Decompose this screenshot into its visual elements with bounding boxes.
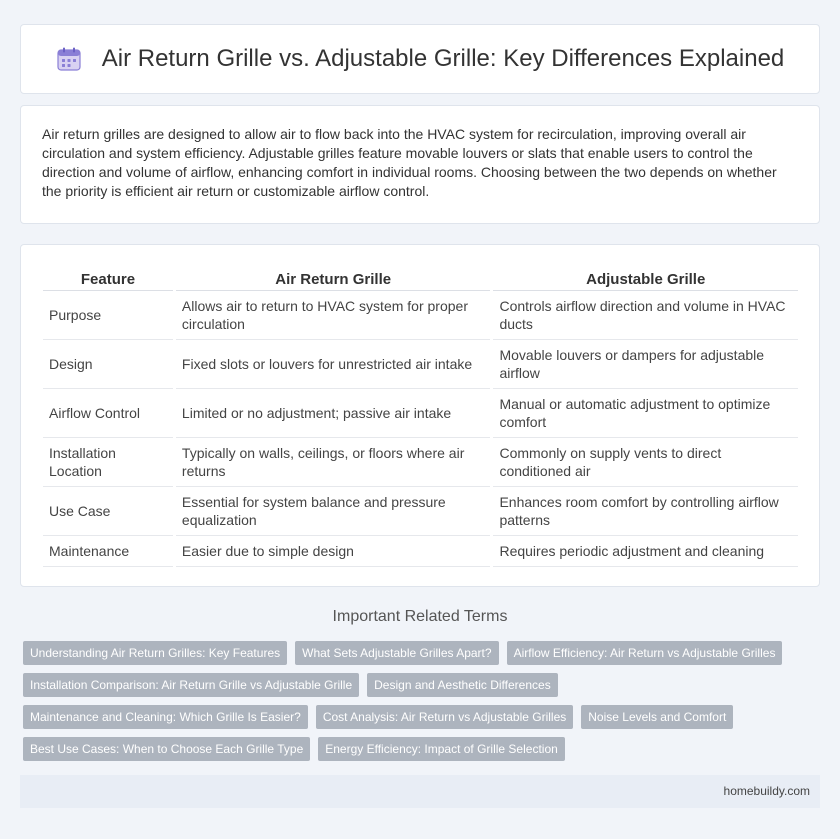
related-term-link[interactable]: Understanding Air Return Grilles: Key Features — [23, 641, 287, 665]
air-return-cell: Fixed slots or louvers for unrestricted air intake — [176, 340, 491, 389]
table-row — [43, 340, 798, 389]
feature-cell: Installation Location — [43, 438, 173, 487]
feature-cell: Purpose — [43, 291, 173, 340]
column-header-air-return: Air Return Grille — [176, 265, 491, 291]
related-term-link[interactable]: Best Use Cases: When to Choose Each Grille Type — [23, 737, 310, 761]
related-term-link[interactable]: Airflow Efficiency: Air Return vs Adjustable Grilles — [507, 641, 783, 665]
table-row — [43, 291, 798, 340]
related-term-link[interactable]: Noise Levels and Comfort — [581, 705, 733, 729]
related-term-link[interactable]: Maintenance and Cleaning: Which Grille Is Easier? — [23, 705, 308, 729]
table-header-row — [43, 265, 798, 291]
air-return-cell: Essential for system balance and pressure equalization — [176, 487, 491, 536]
air-return-cell: Typically on walls, ceilings, or floors where air returns — [176, 438, 491, 487]
air-return-cell: Easier due to simple design — [176, 536, 491, 567]
related-terms-title: Important Related Terms — [332, 608, 508, 625]
feature-cell: Airflow Control — [43, 389, 173, 438]
adjustable-cell: Enhances room comfort by controlling airflow patterns — [493, 487, 798, 536]
air-return-cell: Allows air to return to HVAC system for proper circulation — [176, 291, 491, 340]
adjustable-cell: Requires periodic adjustment and cleaning — [493, 536, 798, 567]
related-terms-tags — [23, 641, 823, 769]
related-term-link[interactable]: What Sets Adjustable Grilles Apart? — [295, 641, 498, 665]
related-term-link[interactable]: Cost Analysis: Air Return vs Adjustable Grilles — [316, 705, 573, 729]
table-row — [43, 438, 798, 487]
comparison-table — [40, 265, 801, 567]
adjustable-cell: Movable louvers or dampers for adjustable airflow — [493, 340, 798, 389]
footer — [20, 775, 820, 808]
header-card — [20, 24, 820, 94]
table-row — [43, 487, 798, 536]
table-row — [43, 389, 798, 438]
related-term-link[interactable]: Installation Comparison: Air Return Grille vs Adjustable Grille — [23, 673, 359, 697]
comparison-table-card — [20, 244, 820, 587]
adjustable-cell: Commonly on supply vents to direct conditioned air — [493, 438, 798, 487]
air-return-cell: Limited or no adjustment; passive air intake — [176, 389, 491, 438]
column-header-feature: Feature — [43, 265, 173, 291]
adjustable-cell: Manual or automatic adjustment to optimize comfort — [493, 389, 798, 438]
calendar-icon — [56, 46, 82, 72]
page-title: Air Return Grille vs. Adjustable Grille: Key Differences Explained — [101, 45, 785, 72]
adjustable-cell: Controls airflow direction and volume in HVAC ducts — [493, 291, 798, 340]
site-name-link[interactable]: homebuildy.com — [723, 784, 810, 798]
feature-cell: Use Case — [43, 487, 173, 536]
feature-cell: Design — [43, 340, 173, 389]
intro-card — [20, 105, 820, 224]
related-term-link[interactable]: Design and Aesthetic Differences — [367, 673, 558, 697]
feature-cell: Maintenance — [43, 536, 173, 567]
related-term-link[interactable]: Energy Efficiency: Impact of Grille Selection — [318, 737, 565, 761]
table-row — [43, 536, 798, 567]
intro-text: Air return grilles are designed to allow air to flow back into the HVAC system for recirculation, improving overall air circulation and system efficiency. Adjustable grilles feature movable louvers or slats that enable users to control the direction and volume of airflow, enhancing comfort in individual rooms. Choosing between the two depends on whether the priority is efficient air return or customizable airflow control. — [42, 126, 777, 199]
column-header-adjustable: Adjustable Grille — [493, 265, 798, 291]
